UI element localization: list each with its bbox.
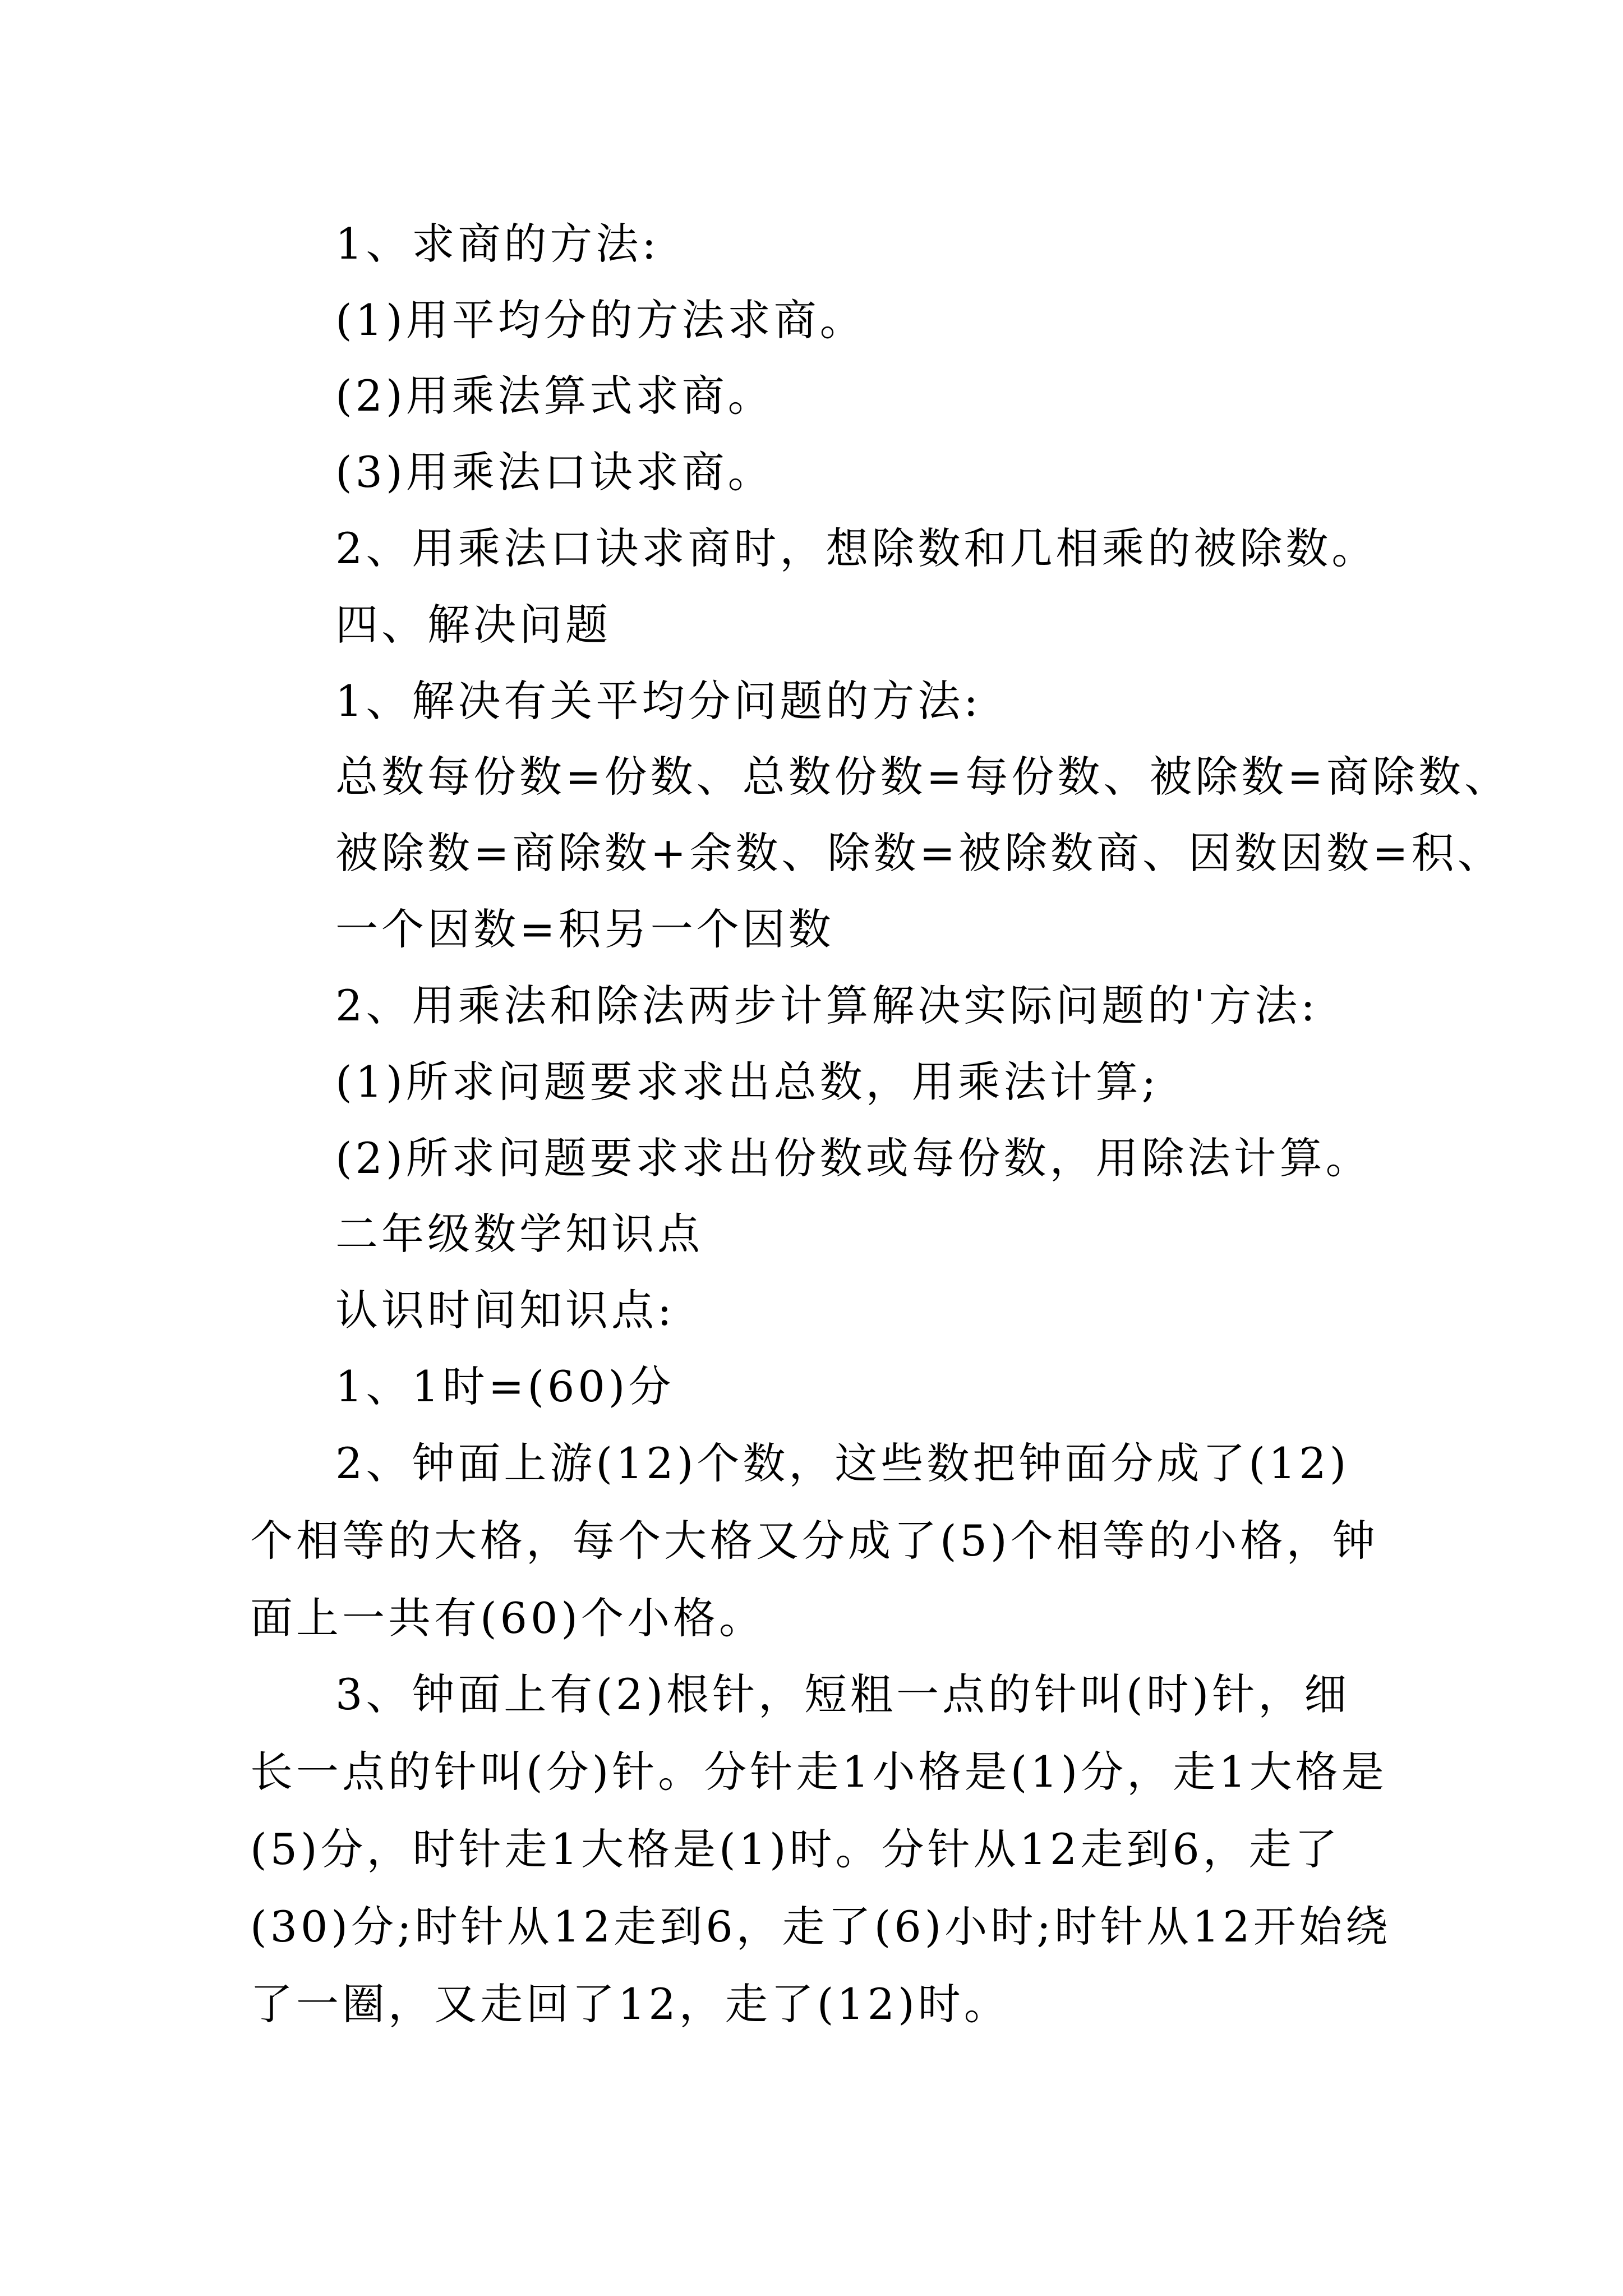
section-heading: 四、解决问题 bbox=[335, 600, 611, 650]
text-line-1: 1、求商的方法: bbox=[335, 219, 660, 269]
text-line-9: 被除数=商除数+余数、除数=被除数商、因数因数=积、 bbox=[335, 828, 1504, 878]
text-line-4: (3)用乘法口诀求商。 bbox=[335, 447, 774, 497]
paragraph-clock-face: 2、钟面上游(12)个数，这些数把钟面分成了(12)个相等的大格，每个大格又分成了(5)个相等的小格，钟面上一共有(60)个小格。 bbox=[250, 1438, 1378, 1643]
paragraph-clock-hands: 3、钟面上有(2)根针，短粗一点的针叫(时)针，细长一点的针叫(分)针。分针走1小格是(1)分，走1大格是(5)分，时针走1大格是(1)时。分针从12走到6，走了(30)分;时针从12走到6，走了(6)小时;时针从12开始绕了一圈，又走回了12，走了(12)时。 bbox=[250, 1669, 1391, 2029]
text-line-2: (1)用平均分的方法求商。 bbox=[335, 295, 866, 345]
text-line-7: 1、解决有关平均分问题的方法: bbox=[335, 676, 981, 726]
text-line-5: 2、用乘法口诀求商时，想除数和几相乘的被除数。 bbox=[335, 523, 1378, 573]
text-line-11: 2、用乘法和除法两步计算解决实际问题的'方法: bbox=[335, 981, 1318, 1030]
text-line-10: 一个因数=积另一个因数 bbox=[335, 904, 834, 954]
text-line-8: 总数每份数=份数、总数份数=每份数、被除数=商除数、 bbox=[335, 752, 1511, 802]
text-line-16: 1、1时=(60)分 bbox=[335, 1361, 675, 1411]
subtitle: 二年级数学知识点 bbox=[335, 1209, 703, 1259]
text-line-12: (1)所求问题要求求出总数，用乘法计算; bbox=[335, 1057, 1160, 1107]
text-line-3: (2)用乘法算式求商。 bbox=[335, 371, 774, 421]
text-line-13: (2)所求问题要求求出份数或每份数，用除法计算。 bbox=[335, 1133, 1372, 1183]
text-line-15: 认识时间知识点: bbox=[335, 1285, 675, 1335]
